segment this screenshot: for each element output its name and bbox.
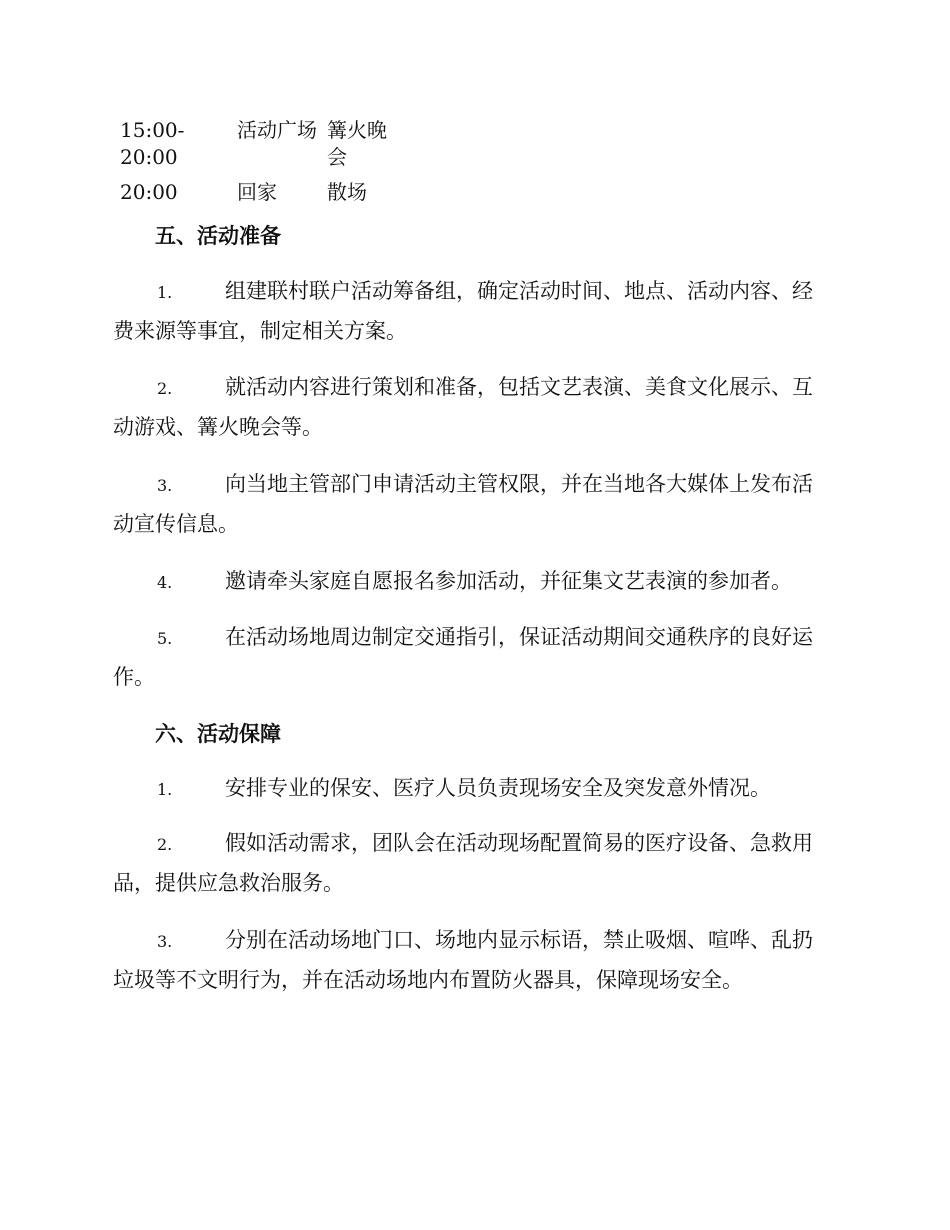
section-heading-safeguard: 六、活动保障 [155,722,281,746]
table-row [120,117,397,171]
item-number: 2. [157,379,173,398]
item-number: 1. [157,283,173,302]
item-text: 安排专业的保安、医疗人员负责现场安全及突发意外情况。 [225,776,771,800]
item-number: 3. [157,932,173,951]
item-number: 5. [157,629,173,648]
item-number: 3. [157,476,173,495]
table-row [120,179,397,206]
item-number: 2. [157,835,173,854]
time-cell: 20:00 [120,180,178,204]
list-item [113,272,833,350]
item-text: 假如活动需求，团队会在活动现场配置简易的医疗设备、急救用品，提供应急救治服务。 [113,831,813,895]
place-cell: 活动广场 [237,118,317,142]
item-text: 向当地主管部门申请活动主管权限，并在当地各大媒体上发布活动宣传信息。 [113,472,813,536]
activity-cell: 篝火晚会 [327,118,387,169]
list-item [113,921,833,999]
time-cell: 15:00-20:00 [120,118,185,169]
list-item [113,769,833,809]
item-text: 在活动场地周边制定交通指引，保证活动期间交通秩序的良好运作。 [113,625,813,689]
activity-cell: 散场 [327,180,367,204]
section-heading-preparation: 五、活动准备 [155,224,281,248]
item-number: 4. [157,573,173,592]
item-number: 1. [157,780,173,799]
list-item [113,465,833,543]
list-item [113,618,833,696]
list-item [113,824,833,902]
schedule-table [120,117,397,206]
item-text: 邀请牵头家庭自愿报名参加活动，并征集文艺表演的参加者。 [225,569,792,593]
place-cell: 回家 [237,180,277,204]
item-text: 分别在活动场地门口、场地内显示标语，禁止吸烟、喧哗、乱扔垃圾等不文明行为，并在活动场地内布置防火器具，保障现场安全。 [113,928,813,992]
item-text: 组建联村联户活动筹备组，确定活动时间、地点、活动内容、经费来源等事宜，制定相关方案。 [113,279,813,343]
item-text: 就活动内容进行策划和准备，包括文艺表演、美食文化展示、互动游戏、篝火晚会等。 [113,375,813,439]
list-item [113,562,833,602]
list-item [113,368,833,446]
